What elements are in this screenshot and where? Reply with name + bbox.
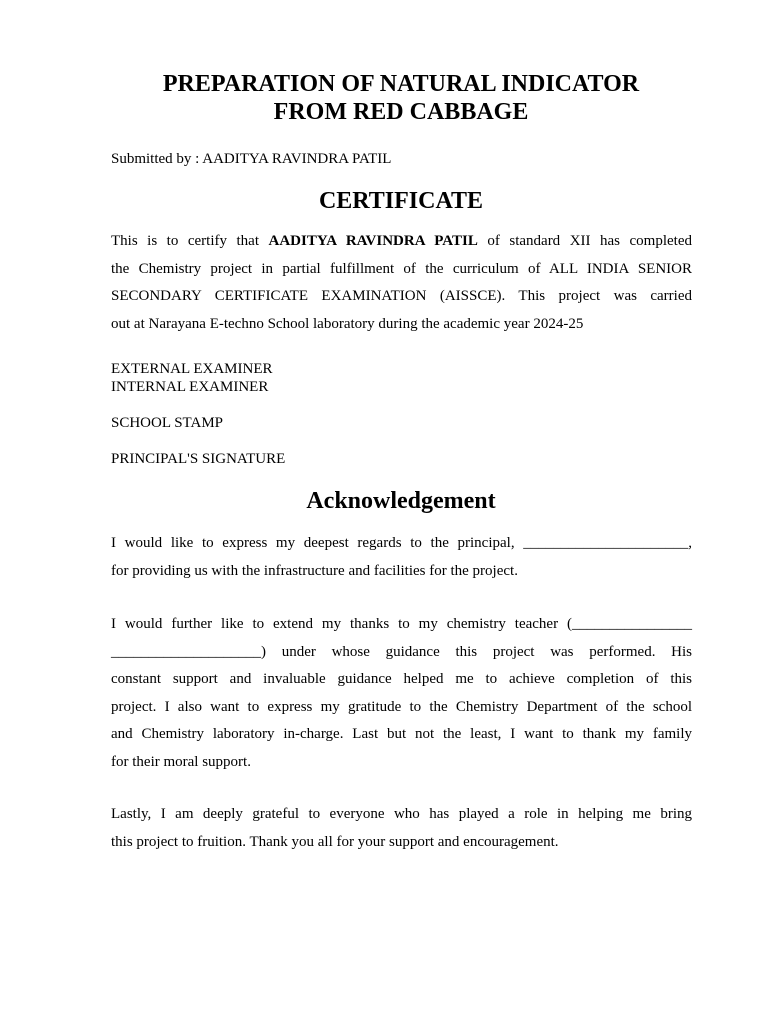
ack-p2-line-3: constant support and invaluable guidance helped me to achieve completion of this xyxy=(111,671,692,687)
certificate-line-2: the Chemistry project in partial fulfillment of the curriculum of ALL INDIA SENIOR xyxy=(111,260,692,277)
student-name: AADITYA RAVINDRA PATIL xyxy=(268,233,478,249)
certificate-line-1-rest: of standard XII has completed xyxy=(477,233,692,249)
document-title-line-2: FROM RED CABBAGE xyxy=(273,99,529,125)
ack-p3-line-2: this project to fruition. Thank you all for your support and encouragement. xyxy=(111,833,559,850)
ack-p2-line-6: for their moral support. xyxy=(111,753,251,770)
principal-signature-label: PRINCIPAL'S SIGNATURE xyxy=(111,451,286,467)
certificate-line-3: SECONDARY CERTIFICATE EXAMINATION (AISSCE). This project was carried xyxy=(111,288,692,304)
certificate-paragraph xyxy=(111,228,692,338)
certificate-intro: This is to certify that xyxy=(111,233,269,249)
certificate-heading: CERTIFICATE xyxy=(318,188,484,214)
acknowledgement-paragraph-3 xyxy=(111,801,692,856)
ack-p2-line-4: project. I also want to express my gratitude to the Chemistry Department of the school xyxy=(111,698,692,715)
acknowledgement-heading: Acknowledgement xyxy=(306,488,496,514)
acknowledgement-paragraph-1 xyxy=(111,530,692,585)
submitted-by: Submitted by : AADITYA RAVINDRA PATIL xyxy=(111,151,392,167)
document-title-line-1: PREPARATION OF NATURAL INDICATOR xyxy=(162,71,640,97)
ack-p2-line-5: and Chemistry laboratory in-charge. Last but not the least, I want to thank my family xyxy=(111,726,692,742)
ack-p1-line-2: for providing us with the infrastructure and facilities for the project. xyxy=(111,562,518,579)
certificate-line-1 xyxy=(111,228,692,256)
ack-p2-line-1: I would further like to extend my thanks to my chemistry teacher (________________ xyxy=(111,616,692,632)
external-examiner-label: EXTERNAL EXAMINER xyxy=(111,361,273,377)
certificate-line-4: out at Narayana E-techno School laboratory during the academic year 2024-25 xyxy=(111,315,584,332)
internal-examiner-label: INTERNAL EXAMINER xyxy=(111,379,269,395)
ack-p3-line-1: Lastly, I am deeply grateful to everyone who has played a role in helping me bring xyxy=(111,806,692,822)
acknowledgement-paragraph-2 xyxy=(111,611,692,776)
school-stamp-label: SCHOOL STAMP xyxy=(111,415,224,431)
ack-p1-line-1: I would like to express my deepest regards to the principal, ______________________, xyxy=(111,535,692,551)
ack-p2-line-2: ____________________) under whose guidance this project was performed. His xyxy=(111,643,692,660)
